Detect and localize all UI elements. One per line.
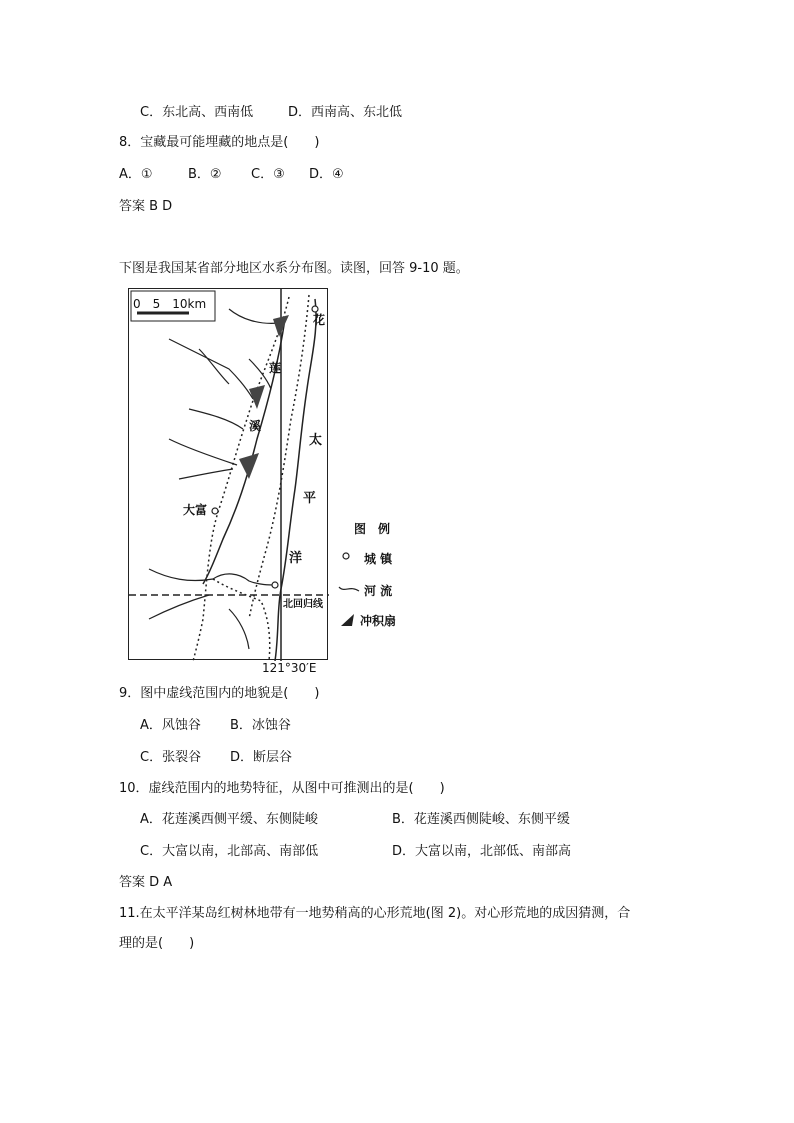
river-icon — [338, 583, 360, 595]
tropic-label: 北回归线 — [283, 599, 323, 610]
q8-option-a: A．① — [119, 167, 153, 182]
tributary-7 — [249, 359, 271, 389]
tributary-5 — [179, 469, 233, 479]
boundary-right — [249, 295, 309, 619]
label-hua: 花 — [313, 313, 326, 327]
legend-river: 河 流 — [364, 584, 393, 598]
legend-fan-icon — [340, 613, 356, 630]
tributary-1 — [169, 339, 253, 399]
label-xi: 溪 — [249, 419, 262, 433]
tributary-4 — [169, 439, 237, 465]
q7-option-c: C．东北高、西南低 — [140, 105, 254, 120]
intro-9-10: 下图是我国某省部分地区水系分布图。读图，回答 9-10 题。 — [119, 261, 469, 276]
q9-stem: 9．图中虚线范围内的地貌是( ) — [119, 686, 320, 701]
q8-option-d: D．④ — [309, 167, 344, 182]
south-river-1 — [149, 569, 213, 581]
q7-option-d: D．西南高、东北低 — [288, 105, 403, 120]
q10-option-a: A．花莲溪西侧平缓、东侧陡峻 — [140, 812, 318, 827]
fan-icon — [340, 613, 356, 627]
longitude-label: 121°30′E — [262, 661, 317, 675]
south-river-3 — [149, 595, 209, 619]
south-river-2 — [213, 574, 277, 585]
legend-town-icon — [341, 550, 351, 564]
town-south — [272, 582, 278, 588]
town-dafu — [212, 508, 218, 514]
q10-option-d: D．大富以南，北部低、南部高 — [392, 844, 572, 859]
q9-option-a: A．风蚀谷 — [140, 718, 201, 733]
tributary-3 — [189, 409, 243, 429]
boundary-left — [193, 297, 289, 661]
tributary-6 — [229, 309, 279, 323]
boundary-south — [213, 579, 270, 661]
q11-stem-line2: 理的是( ) — [119, 936, 195, 951]
q8-stem: 8．宝藏最可能埋藏的地点是( ) — [119, 135, 320, 150]
town-icon — [341, 551, 351, 561]
q9-option-c: C．张裂谷 — [140, 750, 202, 765]
label-lian: 莲 — [269, 361, 282, 375]
label-dafu: 大富 — [183, 503, 208, 517]
legend-title: 图 例 — [354, 522, 391, 536]
answer-7-8: 答案 B D — [119, 199, 173, 214]
q10-stem: 10．虚线范围内的地势特征，从图中可推测出的是( ) — [119, 781, 445, 796]
legend-fan: 冲积扇 — [360, 614, 397, 628]
q8-option-b: B．② — [188, 167, 222, 182]
q10-option-b: B．花莲溪西侧陡峻、东侧平缓 — [392, 812, 570, 827]
legend-river-icon — [338, 583, 360, 598]
ocean-tai: 太 — [309, 433, 323, 448]
q9-option-d: D．断层谷 — [230, 750, 293, 765]
alluvial-fan-3 — [239, 453, 259, 479]
q10-option-c: C．大富以南，北部高、南部低 — [140, 844, 319, 859]
scale-label: 0 5 10km — [133, 297, 207, 311]
south-river-4 — [229, 609, 249, 649]
answer-9-10: 答案 D A — [119, 875, 173, 890]
q9-option-b: B．冰蚀谷 — [230, 718, 291, 733]
q8-option-c: C．③ — [251, 167, 285, 182]
ocean-ping: 平 — [303, 491, 317, 506]
ocean-yang: 洋 — [289, 551, 303, 566]
water-system-map — [128, 288, 328, 660]
legend-town: 城 镇 — [364, 552, 393, 566]
q11-stem-line1: 11.在太平洋某岛红树林地带有一地势稍高的心形荒地(图 2)。对心形荒地的成因猜测，合 — [119, 906, 631, 921]
